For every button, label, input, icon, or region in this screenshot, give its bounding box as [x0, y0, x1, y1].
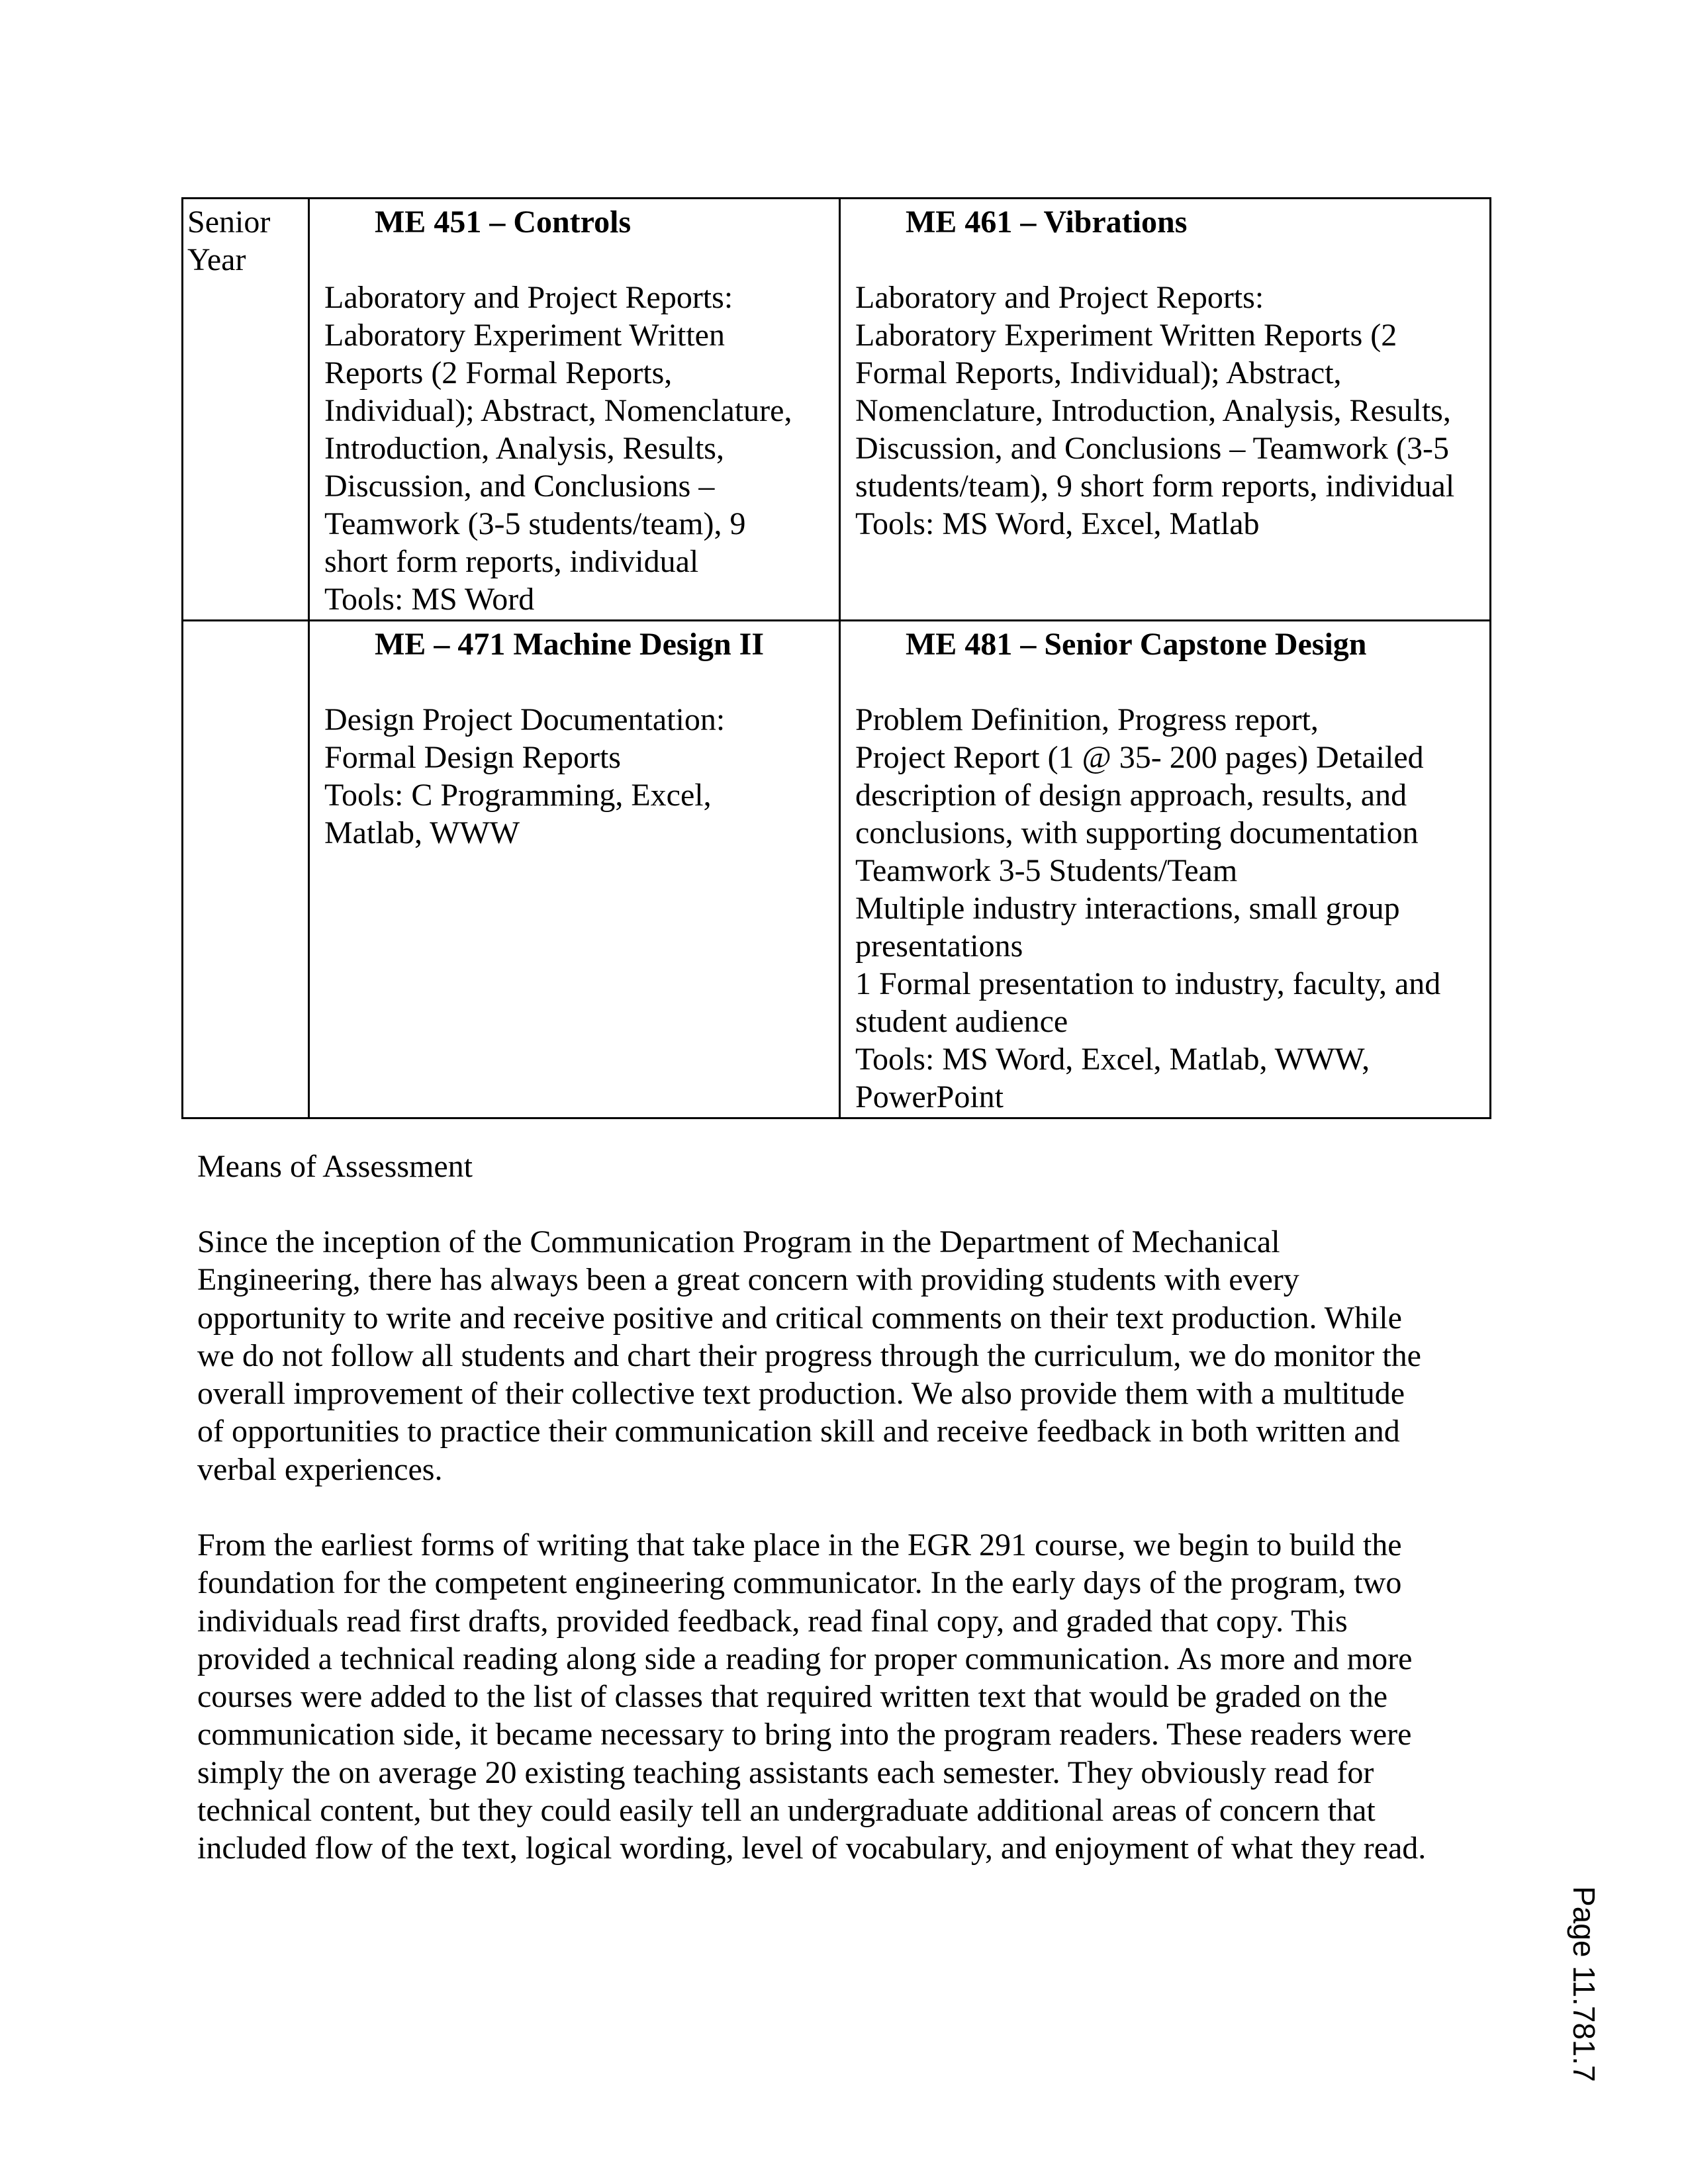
course-cell-me471 — [309, 621, 840, 1118]
course-line: Tools: MS Word — [324, 582, 535, 617]
course-line: Reports (2 Formal Reports, — [324, 355, 673, 390]
year-label-line: Senior — [187, 205, 271, 240]
course-table — [181, 197, 1491, 1119]
section-heading: Means of Assessment — [197, 1149, 473, 1184]
paragraph-line: we do not follow all students and chart their progress through the curriculum, we do monitor the — [197, 1338, 1421, 1373]
course-title: ME 481 – Senior Capstone Design — [906, 627, 1367, 662]
course-line: conclusions, with supporting documentation — [855, 815, 1419, 850]
paragraph-line: verbal experiences. — [197, 1451, 443, 1487]
course-title: ME 451 – Controls — [375, 205, 632, 240]
course-title: ME 461 – Vibrations — [906, 205, 1188, 240]
course-cell-me451 — [309, 199, 840, 621]
paragraph-line: technical content, but they could easily tell an undergraduate additional areas of concern that — [197, 1793, 1376, 1829]
course-line: Laboratory and Project Reports: — [324, 280, 733, 315]
paragraph-line: included flow of the text, logical wording, level of vocabulary, and enjoyment of what they read. — [197, 1831, 1427, 1866]
paragraph-1 — [197, 1223, 1495, 1488]
course-line: student audience — [855, 1004, 1068, 1039]
paragraph-line: overall improvement of their collective text production. We also provide them with a multitude — [197, 1376, 1405, 1412]
course-title: ME – 471 Machine Design II — [375, 627, 764, 662]
course-line: students/team), 9 short form reports, individual — [855, 469, 1455, 504]
page-number: Page 11.781.7 — [1567, 1886, 1601, 2082]
year-cell — [183, 199, 309, 621]
course-line: Tools: MS Word, Excel, Matlab, WWW, — [855, 1042, 1370, 1077]
paragraph-line: courses were added to the list of classes that required written text that would be graded on the — [197, 1679, 1388, 1715]
course-line: Laboratory and Project Reports: — [855, 280, 1264, 315]
course-line: Introduction, Analysis, Results, — [324, 431, 724, 466]
course-line: Design Project Documentation: — [324, 702, 726, 737]
course-line: Teamwork 3-5 Students/Team — [855, 853, 1238, 888]
course-line: Tools: MS Word, Excel, Matlab — [855, 506, 1260, 541]
course-line: Tools: C Programming, Excel, — [324, 778, 712, 813]
course-line: Individual); Abstract, Nomenclature, — [324, 393, 792, 428]
course-line: Laboratory Experiment Written — [324, 318, 725, 353]
paragraph-2 — [197, 1526, 1495, 1868]
paragraph-line: of opportunities to practice their communication skill and receive feedback in both written and — [197, 1414, 1400, 1449]
course-line: Teamwork (3-5 students/team), 9 — [324, 506, 746, 541]
paragraph-line: communication side, it became necessary to bring into the program readers. These readers were — [197, 1717, 1412, 1752]
course-line: Laboratory Experiment Written Reports (2 — [855, 318, 1397, 353]
course-line: Nomenclature, Introduction, Analysis, Results, — [855, 393, 1451, 428]
course-line: Problem Definition, Progress report, — [855, 702, 1319, 737]
course-line: presentations — [855, 929, 1023, 964]
course-line: PowerPoint — [855, 1079, 1004, 1115]
paragraph-line: individuals read first drafts, provided feedback, read final copy, and graded that copy. This — [197, 1603, 1348, 1639]
paragraph-line: opportunity to write and receive positive and critical comments on their text production. While — [197, 1300, 1402, 1336]
course-line: short form reports, individual — [324, 544, 699, 579]
course-line: Multiple industry interactions, small group — [855, 891, 1400, 926]
course-line: Matlab, WWW — [324, 815, 520, 850]
paragraph-line: foundation for the competent engineering communicator. In the early days of the program, two — [197, 1565, 1402, 1601]
year-label-line: Year — [187, 242, 246, 277]
course-line: Project Report (1 @ 35- 200 pages) Detailed — [855, 740, 1424, 775]
course-line: 1 Formal presentation to industry, faculty, and — [855, 966, 1441, 1001]
year-cell-empty — [183, 621, 309, 1118]
paragraph-line: Engineering, there has always been a great concern with providing students with every — [197, 1262, 1299, 1298]
table-row — [183, 199, 1491, 621]
course-line: Formal Reports, Individual); Abstract, — [855, 355, 1342, 390]
course-cell-me461 — [840, 199, 1491, 621]
paragraph-line: From the earliest forms of writing that take place in the EGR 291 course, we begin to build the — [197, 1527, 1402, 1563]
paragraph-line: simply the on average 20 existing teaching assistants each semester. They obviously read for — [197, 1754, 1374, 1790]
course-line: description of design approach, results, and — [855, 778, 1407, 813]
paragraph-line: provided a technical reading along side a reading for proper communication. As more and more — [197, 1641, 1413, 1676]
paragraph-line: Since the inception of the Communication Program in the Department of Mechanical — [197, 1224, 1280, 1259]
course-cell-me481 — [840, 621, 1491, 1118]
course-line: Formal Design Reports — [324, 740, 621, 775]
course-line: Discussion, and Conclusions – — [324, 469, 715, 504]
course-line: Discussion, and Conclusions – Teamwork (3-5 — [855, 431, 1449, 466]
table-row — [183, 621, 1491, 1118]
